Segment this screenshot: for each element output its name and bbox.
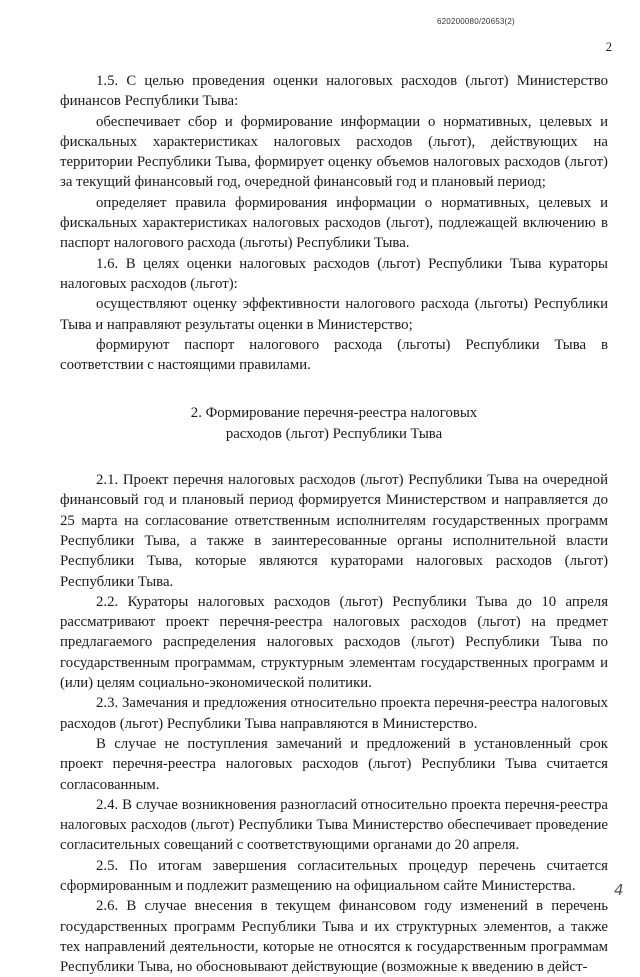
paragraph-2-1: 2.1. Проект перечня налоговых расходов (льгот) Республики Тыва на очередной финансовый год и плановый период формируется Министерством и направляется до 25 марта на согласование ответственным исполнителям государственных программ Республики Тыва, а также в заинтересованные органы исполнительной власти Республики Тыва, которые являются кураторами налоговых расходов (льгот) Республики Тыва. [60, 472, 608, 590]
document-body [60, 71, 608, 977]
paragraph-1-5-b: определяет правила формирования информации о нормативных, целевых и фискальных характеристиках налоговых расходов (льгот), подлежащей включению в паспорт налогового расхода (льготы) Республики Тыва. [60, 194, 608, 252]
paragraph-2-6: 2.6. В случае внесения в текущем финансовом году изменений в перечень государственных программ Республики Тыва и их структурных элементов, а также тех направлений деятельности, которые не относятся к государственным программам Республики Тыва, но обосновывают действующие (возможные к введению в дейст- [60, 898, 608, 976]
section-2-heading [60, 403, 608, 444]
paragraph-2-2: 2.2. Кураторы налоговых расходов (льгот) Республики Тыва до 10 апреля рассматривают проект перечня-реестра налоговых расходов (льгот) на предмет предлагаемого распределения налоговых расходов (льгот) Республики Тыва по государственным программам, структурным элементам государственных программ и (или) целям социально-экономической политики. [60, 593, 608, 692]
paragraph-1-5-a: обеспечивает сбор и формирование информации о нормативных, целевых и фискальных характеристиках налоговых расходов (льгот), действующих на территории Республики Тыва, формирует оценку объемов налоговых расходов (льгот) за текущий финансовый год, очередной финансовый год и плановый период; [60, 113, 608, 191]
section-2-heading-line-1: 2. Формирование перечня-реестра налоговых [190, 405, 478, 422]
section-2-heading-line-2: расходов (льгот) Республики Тыва [225, 425, 443, 442]
paragraph-1-6: 1.6. В целях оценки налоговых расходов (льгот) Республики Тыва кураторы налоговых расходов (льгот): [60, 255, 608, 292]
paragraph-2-3-a: В случае не поступления замечаний и предложений в установленный срок проект перечня-реестра налоговых расходов (льгот) Республики Тыва считается согласованным. [60, 735, 608, 793]
paragraph-1-6-b: формируют паспорт налогового расхода (льготы) Республики Тыва в соответствии с настоящими правилами. [60, 336, 608, 374]
paragraph-2-3: 2.3. Замечания и предложения относительно проекта перечня-реестра налоговых расходов (льгот) Республики Тыва направляются в Министерство. [60, 695, 608, 732]
handwritten-page-mark: 4 [614, 881, 624, 899]
document-id: 620200080/20653(2) [437, 17, 515, 26]
paragraph-1-5: 1.5. С целью проведения оценки налоговых расходов (льгот) Министерство финансов Республики Тыва: [60, 73, 608, 110]
page-number: 2 [605, 40, 612, 54]
paragraph-2-4: 2.4. В случае возникновения разногласий относительно проекта перечня-реестра налоговых расходов (льгот) Республики Тыва Министерство обеспечивает проведение согласительных совещаний с соответствующими органами до 20 апреля. [60, 796, 608, 854]
paragraph-1-6-a: осуществляют оценку эффективности налогового расхода (льготы) Республики Тыва и направляют результаты оценки в Министерство; [60, 296, 608, 333]
paragraph-2-5: 2.5. По итогам завершения согласительных процедур перечень считается сформированным и подлежит размещению на официальном сайте Министерства. [60, 857, 608, 894]
